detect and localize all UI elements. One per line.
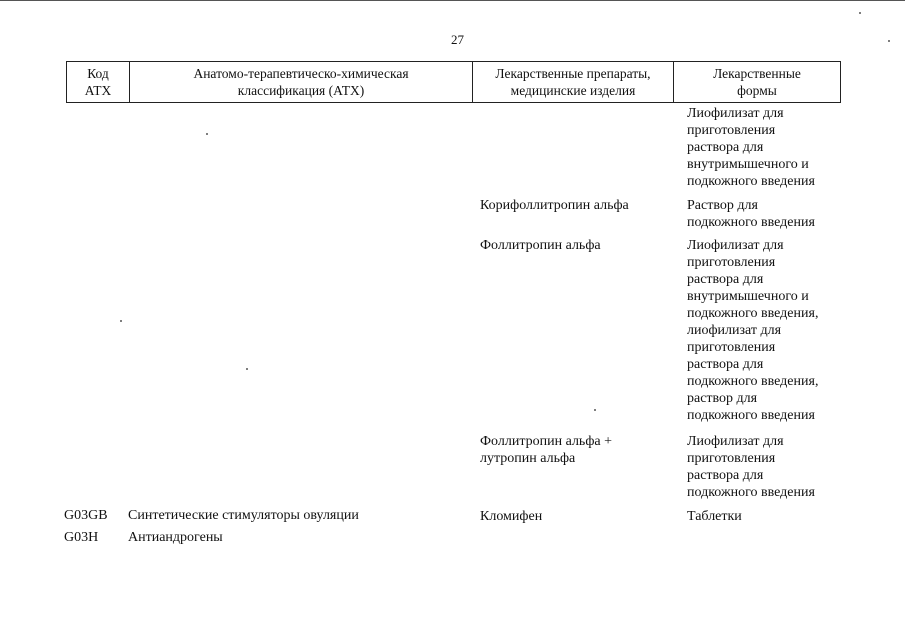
header-code-atx: Код АТХ: [67, 62, 130, 102]
drug-cell: Кломифен: [480, 509, 543, 524]
header-drugs: Лекарственные препараты, медицинские изделия: [473, 62, 674, 102]
header-forms: Лекарственные формы: [713, 66, 801, 98]
table-header: [66, 61, 841, 103]
scan-speck: [246, 368, 248, 370]
atx-name-cell: Антиандрогены: [128, 530, 223, 545]
drug-cell: Фоллитропин альфа + лутропин альфа: [480, 434, 612, 466]
scan-speck: [120, 320, 122, 322]
header-atx-classification: Анатомо-терапевтическо-химическая классификация (АТХ): [130, 62, 473, 102]
forms-cell: Лиофилизат для приготовления раствора для подкожного введения: [687, 434, 815, 500]
atx-name-cell: Синтетические стимуляторы овуляции: [128, 508, 359, 523]
drug-cell: Корифоллитропин альфа: [480, 198, 629, 213]
atx-code-cell: G03H: [64, 530, 99, 545]
page-number: 27: [451, 32, 464, 47]
atx-code-cell: G03GB: [64, 508, 108, 523]
scan-speck: [594, 409, 596, 411]
scan-speck: [859, 12, 861, 14]
forms-cell: Лиофилизат для приготовления раствора для внутримышечного и подкожного введения, лиофилизат для приготовления раствора для подкожного введения, раствор для подкожного введения: [687, 238, 819, 423]
scan-speck: [888, 40, 890, 42]
drug-cell: Фоллитропин альфа: [480, 238, 601, 253]
page-top-rule: [0, 0, 905, 1]
forms-cell: Раствор для подкожного введения: [687, 198, 815, 230]
scan-speck: [206, 133, 208, 135]
forms-cell: Таблетки: [687, 509, 742, 524]
forms-cell: Лиофилизат для приготовления раствора для внутримышечного и подкожного введения: [687, 106, 815, 189]
